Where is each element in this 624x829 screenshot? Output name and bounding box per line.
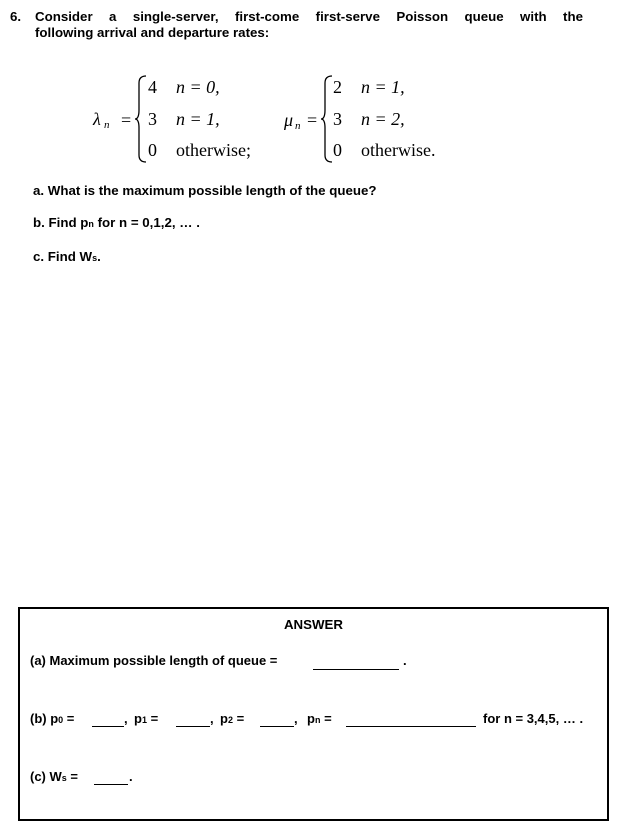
mu-case-condition: n = 2, [361,109,405,129]
mu-case-condition: otherwise. [361,140,436,160]
part-b-question: b. Find pn for n = 0,1,2, … . [33,215,200,230]
answer-c-label: (c) Ws = [30,769,79,784]
answer-c-blank[interactable] [94,784,128,785]
answer-b-comma: , [294,711,298,726]
mu-equals: = [307,110,318,130]
mu-subscript: n [295,120,301,132]
lambda-case-value: 0 [148,140,157,160]
answer-title: ANSWER [283,617,344,632]
answer-b-pn-label: pn = [307,711,332,726]
question-number: 6. [10,9,22,24]
answer-a-end: . [403,653,407,668]
question-text-line2: following arrival and departure rates: [35,25,270,40]
answer-b-comma: , [210,711,214,726]
part-c-question: c. Find Ws. [33,249,101,264]
lambda-case-condition: n = 0, [176,77,220,97]
answer-a-label: (a) Maximum possible length of queue = [30,653,278,668]
answer-b-comma: , [124,711,128,726]
question-text-line1: Consider a single-server, first-come first-serve Poisson queue with the [35,9,583,24]
mu-symbol: μ [284,110,294,130]
answer-b-p0-label: (b) p0 = [30,711,75,726]
lambda-brace-icon [134,74,148,164]
answer-b-p1-label: p1 = [134,711,159,726]
answer-b-p1-blank[interactable] [176,726,210,727]
mu-case-value: 0 [333,140,342,160]
answer-b-tail: for n = 3,4,5, … . [483,711,584,726]
answer-b-p2-blank[interactable] [260,726,294,727]
answer-c-end: . [129,769,133,784]
answer-a-blank[interactable] [313,669,399,670]
lambda-case-condition: otherwise; [176,140,251,160]
lambda-case-condition: n = 1, [176,109,220,129]
answer-b-p2-label: p2 = [220,711,245,726]
answer-box [18,607,609,821]
lambda-symbol: λ [93,109,101,129]
lambda-equals: = [121,110,132,130]
lambda-case-value: 3 [148,109,157,129]
mu-case-value: 2 [333,77,342,97]
mu-brace-icon [320,74,334,164]
lambda-subscript: n [104,119,110,131]
mu-case-value: 3 [333,109,342,129]
part-a-question: a. What is the maximum possible length of the queue? [33,183,377,198]
mu-case-condition: n = 1, [361,77,405,97]
answer-b-pn-blank[interactable] [346,726,476,727]
answer-b-p0-blank[interactable] [92,726,124,727]
lambda-case-value: 4 [148,77,157,97]
